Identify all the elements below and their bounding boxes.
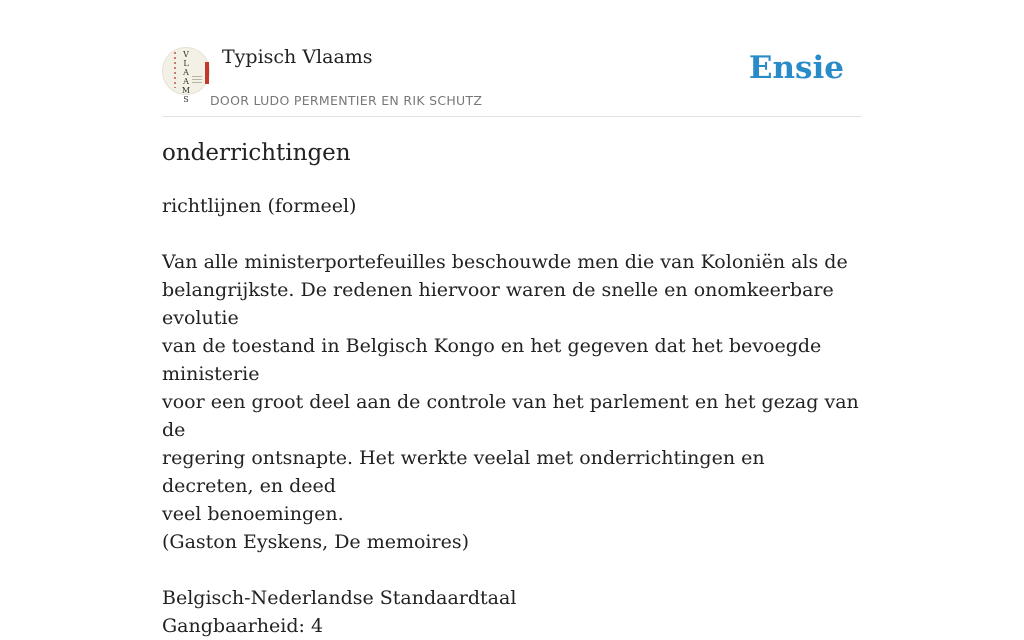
ensie-logo-link[interactable]: Ensie <box>748 50 844 86</box>
language-label: Belgisch-Nederlandse Standaardtaal <box>162 587 517 609</box>
entry-definition: richtlijnen (formeel) <box>162 195 357 217</box>
quote-line: Van alle ministerportefeuilles beschouwde men die van Koloniën als de <box>162 251 848 273</box>
entry-content <box>162 192 862 640</box>
page <box>162 0 862 637</box>
quote-line: belangrijkste. De redenen hiervoor waren de snelle en onomkeerbare evolutie <box>162 279 834 329</box>
quote-line: van de toestand in Belgisch Kongo en het gegeven dat het bevoegde ministerie <box>162 335 822 385</box>
header <box>162 0 862 117</box>
entry-title: onderrichtingen <box>162 140 351 166</box>
usage-label: Gangbaarheid: 4 <box>162 615 324 637</box>
byline: DOOR LUDO PERMENTIER EN RIK SCHUTZ <box>210 93 483 108</box>
avatar-accent-stripe <box>205 62 209 84</box>
spacer <box>162 556 862 584</box>
avatar-text-lines <box>192 76 202 84</box>
quote-source: (Gaston Eyskens, De memoires) <box>162 531 469 553</box>
spacer <box>162 220 862 248</box>
quote-line: regering ontsnapte. Het werkte veelal met onderrichtingen en decreten, en deed <box>162 447 765 497</box>
quote-line: veel benoemingen. <box>162 503 344 525</box>
blog-avatar[interactable] <box>162 47 210 104</box>
blog-title-link[interactable]: Typisch Vlaams <box>222 46 373 68</box>
avatar-letters: V L A A M S <box>181 50 191 104</box>
quote-line: voor een groot deel aan de controle van het parlement en het gezag van de <box>162 391 859 441</box>
avatar-decoration <box>174 52 176 88</box>
